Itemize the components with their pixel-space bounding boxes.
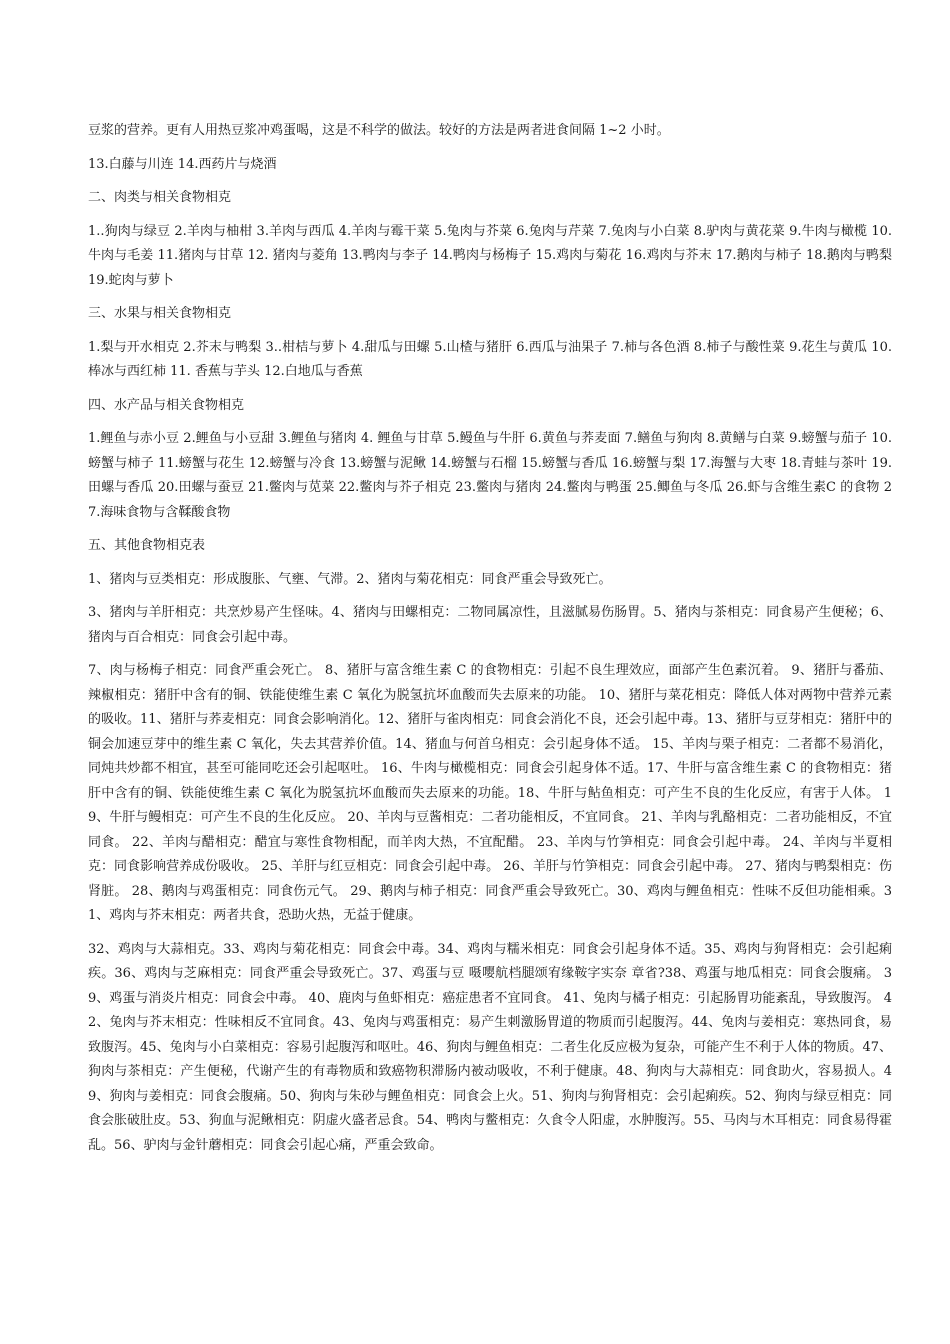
section-heading-seafood: 四、水产品与相关食物相克 <box>88 397 245 413</box>
paragraph-other-1: 1、猪肉与豆类相克：形成腹胀、气壅、气滞。2、猪肉与菊花相克：同食严重会导致死亡。 <box>88 571 612 587</box>
section-heading-fruit: 三、水果与相关食物相克 <box>88 306 232 321</box>
paragraph-other-4: 32、鸡肉与大蒜相克。33、鸡肉与菊花相克：同食会中毒。34、鸡肉与糯米相克：同食会引起身体不适。35、鸡肉与狗肾相克：会引起痢疾。36、鸡肉与芝麻相克：同食严重会导致死亡。37、鸡蛋与豆 嗫嘤航档腿颂宥缘鞍字实奈 章省?38、鸡蛋与地瓜相克：同食会腹痛。 39、鸡蛋与消炎片相克：同食会中毒。 40、鹿肉与鱼虾相克：癌症患者不宜同食。 41、兔肉与橘子相克：引起肠胃功能紊乱，导致腹泻。 42、兔肉与芥末相克：性味相反不宜同食。43、兔肉与鸡蛋相克：易产生刺激肠胃道的物质而引起腹泻。44、兔肉与姜相克：寒热同食，易致腹泻。45、兔肉与小白菜相克：容易引起腹泻和呕吐。46、狗肉与鲤鱼相克：二者生化反应极为复杂，可能产生不利于人体的物质。47、狗肉与茶相克：产生便秘，代谢产生的有毒物质和致癌物积滞肠内被动吸收，不利于健康。48、狗肉与大蒜相克：同食助火，容易损人。49、狗肉与姜相克：同食会腹痛。50、狗肉与朱砂与鲤鱼相克：同食会上火。51、狗肉与狗肾相克：会引起痢疾。52、狗肉与绿豆相克：同食会胀破肚皮。53、狗血与泥鳅相克：阴虚火盛者忌食。54、鸭肉与鳖相克：久食令人阳虚，水肿腹泻。55、马肉与木耳相克：同食易得霍乱。56、驴肉与金针蘑相克：同食会引起心痛，严重会致命。 <box>88 941 892 1153</box>
paragraph-soymilk-egg: 豆浆的营养。更有人用热豆浆冲鸡蛋喝，这是不科学的做法。较好的方法是两者进食间隔 1~2 小时。 <box>88 123 670 138</box>
paragraph-other-3: 7、肉与杨梅子相克：同食严重会死亡。 8、猪肝与富含维生素 C 的食物相克：引起不良生理效应，面部产生色素沉着。 9、猪肝与番茄、辣椒相克：猪肝中含有的铜、铁能使维生素 C 氧化为脱氢抗坏血酸而失去原来的功能。 10、猪肝与菜花相克：降低人体对两物中营养元素的吸收。11、猪肝与荞麦相克：同食会影响消化。12、猪肝与雀肉相克：同食会消化不良，还会引起中毒。13、猪肝与豆芽相克：猪肝中的铜会加速豆芽中的维生素 C 氧化，失去其营养价值。14、猪血与何首乌相克：会引起身体不适。 15、羊肉与栗子相克：二者都不易消化，同炖共炒都不相宜，甚至可能同吃还会引起呕吐。 16、牛肉与橄榄相克：同食会引起身体不适。17、牛肝与富含维生素 C 的食物相克：猪肝中含有的铜、铁能使维生素 C 氧化为脱氢抗坏血酸而失去原来的功能。18、牛肝与鲇鱼相克：可产生不良的生化反应，有害于人体。 19、牛肝与鳗相克：可产生不良的生化反应。 20、羊肉与豆酱相克：二者功能相反，不宜同食。 21、羊肉与乳酪相克：二者功能相反，不宜同食。 22、羊肉与醋相克：醋宜与寒性食物相配，而羊肉大热，不宜配醋。 23、羊肉与竹笋相克：同食会引起中毒。 24、羊肉与半夏相克：同食影响营养成份吸收。 25、羊肝与红豆相克：同食会引起中毒。 26、羊肝与竹笋相克：同食会引起中毒。 27、猪肉与鸭梨相克：伤肾脏。 28、鹅肉与鸡蛋相克：同食伤元气。 29、鹅肉与柿子相克：同食严重会导致死亡。30、鸡肉与鲤鱼相克：性味不反但功能相乘。31、鸡肉与芥末相克：两者共食，恐助火热，无益于健康。 <box>88 663 892 923</box>
document-page <box>88 119 892 1167</box>
paragraph-herb-drug-list: 13.白藤与川连 14.西药片与烧酒 <box>88 156 277 172</box>
paragraph-seafood-list: 1.鲤鱼与赤小豆 2.鲤鱼与小豆甜 3.鲤鱼与猪肉 4. 鲤鱼与甘草 5.鳗鱼与牛肝 6.黄鱼与荞麦面 7.鳝鱼与狗肉 8.黄鳝与白菜 9.螃蟹与茄子 10.螃蟹与柿子 11.螃蟹与花生 12.螃蟹与冷食 13.螃蟹与泥鳅 14.螃蟹与石榴 15.螃蟹与香瓜 16.螃蟹与梨 17.海蟹与大枣 18.青蛙与茶叶 19.田螺与香瓜 20.田螺与蚕豆 21.鳖肉与苋菜 22.鳖肉与芥子相克 23.鳖肉与猪肉 24.鳖肉与鸭蛋 25.鲫鱼与冬瓜 26.虾与含维生素C 的食物 27.海味食物与含鞣酸食物 <box>88 431 892 520</box>
section-heading-meat: 二、肉类与相关食物相克 <box>88 190 232 205</box>
paragraph-other-2: 3、猪肉与羊肝相克：共烹炒易产生怪味。4、猪肉与田螺相克：二物同属凉性，且滋腻易伤肠胃。5、猪肉与茶相克：同食易产生便秘；6、猪肉与百合相克：同食会引起中毒。 <box>88 605 892 645</box>
section-heading-other: 五、其他食物相克表 <box>88 538 206 553</box>
paragraph-meat-list: 1..狗肉与绿豆 2.羊肉与柚柑 3.羊肉与西瓜 4.羊肉与霉干菜 5.兔肉与芥菜 6.兔肉与芹菜 7.兔肉与小白菜 8.驴肉与黄花菜 9.牛肉与橄榄 10. 牛肉与毛姜 11.猪肉与甘草 12. 猪肉与菱角 13.鸭肉与李子 14.鸭肉与杨梅子 15.鸡肉与菊花 16.鸡肉与芥末 17.鹅肉与柿子 18.鹅肉与鸭梨 19.蛇肉与萝卜 <box>88 223 892 288</box>
paragraph-fruit-list: 1.梨与开水相克 2.芥末与鸭梨 3..柑桔与萝卜 4.甜瓜与田螺 5.山楂与猪肝 6.西瓜与油果子 7.柿与各色酒 8.柿子与酸性菜 9.花生与黄瓜 10.棒冰与西红柿 11. 香蕉与芋头 12.白地瓜与香蕉 <box>88 339 892 379</box>
